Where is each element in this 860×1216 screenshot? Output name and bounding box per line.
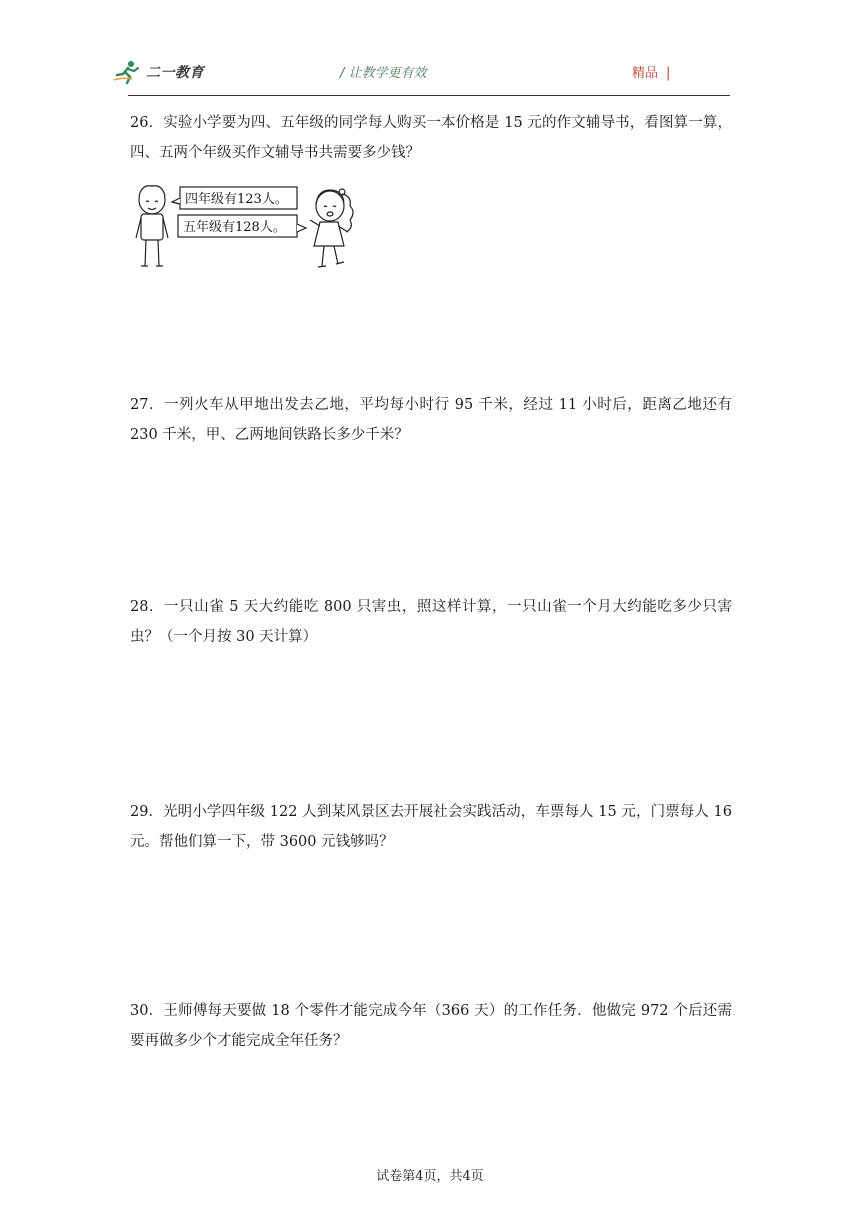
question-26-illustration — [128, 180, 368, 276]
girl-figure — [310, 189, 353, 267]
speech-bubble-grade4 — [172, 187, 297, 209]
bubble-grade5-text: 五年级有128人。 — [183, 220, 286, 235]
question-26: 26．实验小学要为四、五年级的同学每人购买一本价格是 15 元的作文辅导书，看图算一算，四、五两个年级买作文辅导书共需要多少钱？ — [130, 115, 732, 161]
speech-bubble-grade5 — [178, 215, 306, 237]
runner-logo-icon — [112, 60, 142, 84]
page-header — [0, 0, 860, 100]
question-29: 29．光明小学四年级 122 人到某风景区去开展社会实践活动，车票每人 15 元，门票每人 16 元。帮他们算一下，带 3600 元钱够吗？ — [130, 804, 732, 850]
page-footer: 试卷第4页，共4页 — [376, 1169, 484, 1184]
question-28: 28．一只山雀 5 天大约能吃 800 只害虫，照这样计算，一只山雀一个月大约能吃多少只害虫？（一个月按 30 天计算） — [130, 599, 732, 645]
question-27: 27．一列火车从甲地出发去乙地，平均每小时行 95 千米，经过 11 小时后，距离乙地还有 230 千米，甲、乙两地间铁路长多少千米？ — [130, 397, 732, 443]
badge-divider: | — [666, 66, 671, 81]
header-divider — [128, 95, 730, 96]
boy-figure — [136, 186, 168, 266]
header-slogan: / 让教学更有效 — [340, 66, 427, 81]
premium-badge-label: 精品 — [632, 66, 659, 81]
bubble-grade4-text: 四年级有123人。 — [185, 192, 288, 207]
question-30: 30．王师傅每天要做 18 个零件才能完成今年（366 天）的工作任务．他做完 972 个后还需要再做多少个才能完成全年任务？ — [130, 1003, 732, 1049]
logo-text: 二一教育 — [146, 65, 204, 81]
premium-badge — [632, 62, 670, 81]
logo — [112, 60, 204, 84]
